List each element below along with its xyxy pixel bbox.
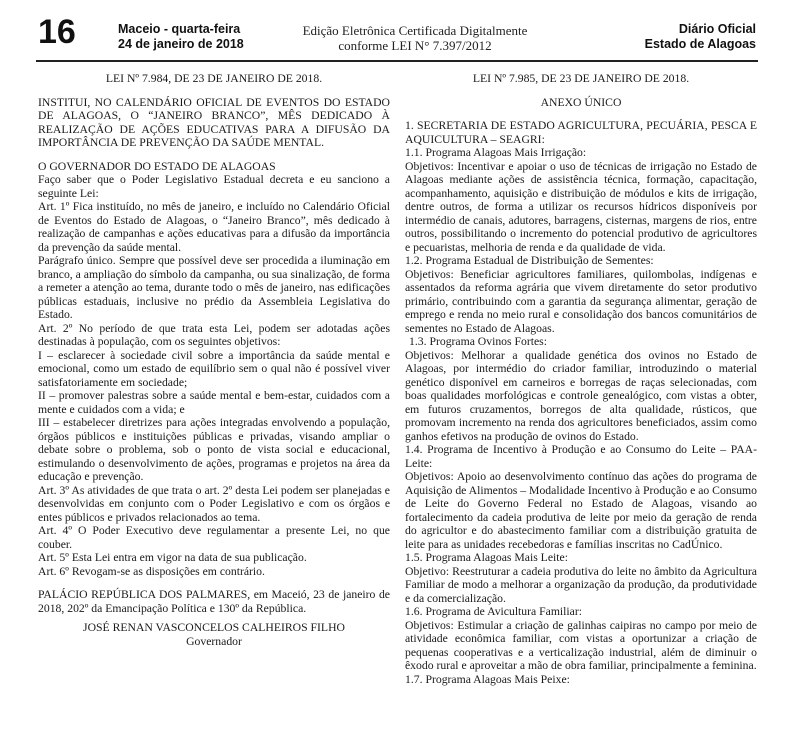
signature-role: Governador: [186, 634, 242, 648]
article-3: Art. 3º As atividades de que trata o art. 2º desta Lei podem ser planejadas e desenvolvidas em conjunto com o Poder Legislativo e com os órgãos e entes públicos e privados relacionados ao tema.: [38, 483, 390, 524]
certification-line-2: conforme LEI N° 7.397/2012: [338, 38, 492, 53]
right-column: [405, 72, 757, 686]
article-2: Art. 2º No período de que trata esta Lei, podem ser adotadas ações destinadas à população, com os seguintes objetivos:: [38, 321, 390, 348]
program-1-5-text: Objetivo: Reestruturar a cadeia produtiva do leite no âmbito da Agricultura Familiar de modo a melhorar a organização da produção, da produtividade e da comercialização.: [405, 564, 757, 605]
item-iii: III – estabelecer diretrizes para ações integradas envolvendo a população, órgãos públicos e instituições públicas e privadas, visando ampliar o debate sobre o problema, sob o ponto de vista social e educacional, estimulando o desenvolvimento de ações, programas e projetos na área da educação e prevenção.: [38, 416, 390, 483]
secretariat-heading: 1. SECRETARIA DE ESTADO AGRICULTURA, PECUÁRIA, PESCA E AQUICULTURA – SEAGRI:: [405, 119, 757, 146]
edition-date: [118, 22, 244, 52]
law-7984-ementa: INSTITUI, NO CALENDÁRIO OFICIAL DE EVENTOS DO ESTADO DE ALAGOAS, O “JANEIRO BRANCO”, MÊS DEDICADO À REALIZAÇÃO DE AÇÕES EDUCATIVAS PARA A DIFUSÃO DA IMPORTÂNCIA DE PREVENÇÃO DA SAÚDE MENTAL.: [38, 95, 390, 149]
certification-note: [290, 23, 540, 53]
page-header: [0, 0, 792, 64]
governor-heading: O GOVERNADOR DO ESTADO DE ALAGOAS: [38, 159, 276, 173]
edition-weekday: Maceio - quarta-feira: [118, 22, 241, 36]
program-1-7-title: 1.7. Programa Alagoas Mais Peixe:: [405, 672, 570, 686]
law-7984-title: LEI Nº 7.984, DE 23 DE JANEIRO DE 2018.: [105, 72, 323, 85]
program-1-4-text: Objetivos: Apoio ao desenvolvimento contínuo das ações do programa de Aquisição de Alimentos – Modalidade Incentivo à Produção e ao Consumo de Leite do Governo Federal no Estado de Alagoas, visando ao fortalecimento da cadeia produtiva de leite por meio da geração de renda do agricultor e do abastecimento familiar com a distribuição gratuita de leite para as unidades recebedoras e famílias inscritas no CadÚnico.: [405, 470, 757, 551]
item-ii: II – promover palestras sobre a saúde mental e bem-estar, cuidados com a mente e cuidados com a vida; e: [38, 389, 390, 416]
enactment-intro: Faço saber que o Poder Legislativo Estadual decreta e eu sanciono a seguinte Lei:: [38, 173, 390, 200]
article-4: Art. 4º O Poder Executivo deve regulamentar a presente Lei, no que couber.: [38, 524, 390, 551]
program-1-2-title: 1.2. Programa Estadual de Distribuição de Sementes:: [405, 254, 654, 267]
left-column: [38, 72, 390, 648]
program-1-3-text: Objetivos: Melhorar a qualidade genética dos ovinos no Estado de Alagoas, por intermédio do criador familiar, introduzindo o material genético disponível em carneiros e borregas de raças selecionadas, com boas qualidades morfológicas e controle genealógico, com vistas a obter, em futuros cruzamentos, borregos de alta qualidade, rústicos, que promovam incremento na renda dos agricultores beneficiados, assim como ganhos efetivos na produção de ovinos do Estado.: [405, 348, 757, 443]
program-1-2-text: Objetivos: Beneficiar agricultores familiares, quilombolas, indígenas e assentados da reforma agrária que vivem diretamente do setor produtivo primário, contribuindo com a garantia da segurança alimentar, geração de emprego e renda no meio rural e consolidação dos bancos comunitários de sementes no Estado de Alagoas.: [405, 267, 757, 335]
publication-name: [645, 22, 756, 52]
page-number: 16: [38, 13, 76, 51]
program-1-5-title: 1.5. Programa Alagoas Mais Leite:: [405, 551, 568, 564]
program-1-1-text: Objetivos: Incentivar e apoiar o uso de técnicas de irrigação no Estado de Alagoas mediante ações de assistência técnica, formação, capacitação, acompanhamento, aquisição e distribuição de módulos e kits de irrigação, dentre outros, de forma a utilizar os recursos hídricos disponíveis por intermédio de canais, adutores, barragens, cisternas, margens de rios, entre outros, possibilitando o incremento do potencial produtivo de agricultores e pecuaristas, melhoria de renda e da qualidade de vida.: [405, 159, 757, 254]
program-1-6-title: 1.6. Programa de Avicultura Familiar:: [405, 605, 583, 618]
article-1: Art. 1º Fica instituído, no mês de janeiro, e incluído no Calendário Oficial de Eventos do Estado de Alagoas, o “Janeiro Branco”, mês dedicado à realização de campanhas e ações educativas para a difusão da importância da prevenção da saúde mental.: [38, 200, 390, 254]
program-1-3-title: 1.3. Programa Ovinos Fortes:: [409, 335, 547, 348]
item-i: I – esclarecer à sociedade civil sobre a importância da saúde mental e emocional, como um estado de equilíbrio sem o qual não é possível viver satisfatoriamente em sociedade;: [38, 348, 390, 389]
publication-title: Diário Oficial: [678, 22, 756, 36]
palace-dateline: PALÁCIO REPÚBLICA DOS PALMARES, em Maceió, 23 de janeiro de 2018, 202º da Emancipação Política e 130º da República.: [38, 588, 390, 615]
program-1-4-title: 1.4. Programa de Incentivo à Produção e ao Consumo do Leite – PAA-Leite:: [405, 443, 757, 470]
certification-line-1: Edição Eletrônica Certificada Digitalmente: [302, 23, 528, 38]
sole-paragraph: Parágrafo único. Sempre que possível deve ser procedida a iluminação em branco, a ampliação do símbolo da campanha, ou sua sinalização, de forma a remeter a atenção ao tema, durante todo o mês de janeiro, nas edificações públicas estaduais, inclusive no prédio da Assembleia Legislativa do Estado.: [38, 254, 390, 321]
annex-title: ANEXO ÚNICO: [540, 95, 622, 109]
article-5: Art. 5º Esta Lei entra em vigor na data de sua publicação.: [38, 551, 307, 564]
publication-state: Estado de Alagoas: [644, 37, 756, 51]
program-1-6-text: Objetivos: Estimular a criação de galinhas caipiras no campo por meio de atividade econômica familiar, com vistas a oportunizar a criação de pequenas cooperativas e a verticalização industrial, além de diminuir o êxodo rural e aproveitar a mão de obra familiar, principalmente a feminina.: [405, 618, 757, 672]
program-1-1-title: 1.1. Programa Alagoas Mais Irrigação:: [405, 146, 587, 159]
edition-day: 24 de janeiro de 2018: [118, 37, 244, 51]
signature-name: JOSÉ RENAN VASCONCELOS CALHEIROS FILHO: [83, 621, 345, 634]
header-divider: [36, 60, 758, 62]
law-7985-title: LEI Nº 7.985, DE 23 DE JANEIRO DE 2018.: [472, 72, 690, 85]
article-6: Art. 6º Revogam-se as disposições em contrário.: [38, 564, 265, 578]
